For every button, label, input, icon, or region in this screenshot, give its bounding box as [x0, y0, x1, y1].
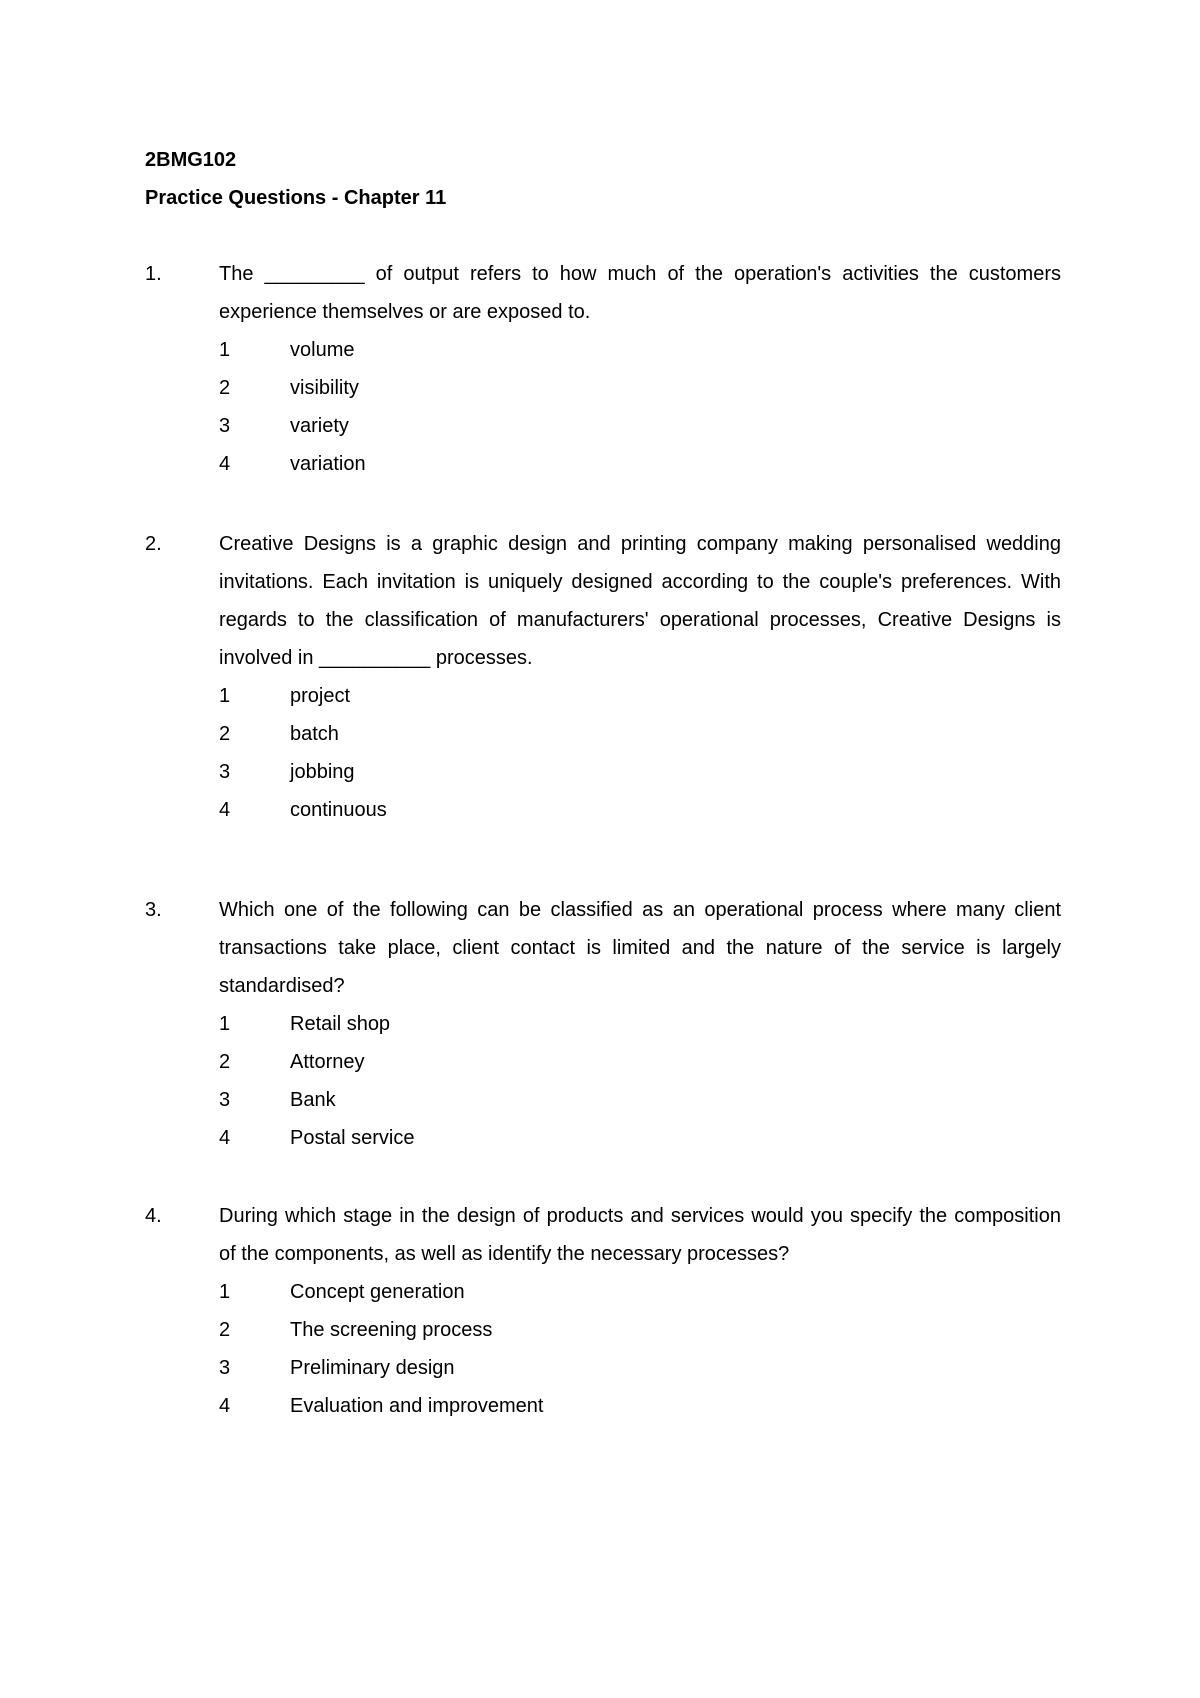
answer-options	[219, 1273, 919, 1425]
option-label: visibility	[290, 377, 359, 399]
option-label: volume	[290, 339, 355, 361]
question-text: The _________ of output refers to how much of the operation's activities the customers experience themselves or are exposed to.	[219, 263, 1061, 323]
option-number: 3	[219, 761, 231, 783]
option-number: 4	[219, 799, 231, 821]
option-label: Retail shop	[290, 1013, 391, 1035]
question-text: Which one of the following can be classified as an operational process where many client transactions take place, client contact is limited and the nature of the service is largely standardised?	[219, 899, 1061, 997]
option-number: 2	[219, 1319, 231, 1341]
option-number: 1	[219, 1281, 231, 1303]
option-number: 2	[219, 723, 231, 745]
option-label: The screening process	[290, 1319, 493, 1341]
option-label: Concept generation	[290, 1281, 465, 1303]
option-number: 3	[219, 1089, 231, 1111]
question-text: Creative Designs is a graphic design and printing company making personalised wedding invitations. Each invitation is uniquely designed according to the couple's preferences. With regards to the classification of manufacturers' operational processes, Creative Designs is involved in __________ processes.	[219, 533, 1061, 669]
answer-options	[219, 677, 919, 829]
question-number: 2.	[145, 533, 162, 555]
option-label: variation	[290, 453, 366, 475]
option-label: Attorney	[290, 1051, 365, 1073]
answer-option	[219, 1119, 919, 1157]
option-number: 4	[219, 453, 231, 475]
answer-option	[219, 1273, 919, 1311]
option-label: project	[290, 685, 351, 707]
question-number: 1.	[145, 263, 162, 285]
option-label: variety	[290, 415, 349, 437]
option-number: 3	[219, 1357, 231, 1379]
answer-option	[219, 677, 919, 715]
option-number: 4	[219, 1395, 231, 1417]
option-number: 1	[219, 339, 231, 361]
answer-option	[219, 369, 919, 407]
answer-option	[219, 1349, 919, 1387]
question-text: During which stage in the design of products and services would you specify the composition of the components, as well as identify the necessary processes?	[219, 1205, 1061, 1265]
question-number: 4.	[145, 1205, 162, 1227]
option-label: continuous	[290, 799, 387, 821]
answer-option	[219, 331, 919, 369]
answer-options	[219, 331, 919, 483]
option-number: 1	[219, 685, 231, 707]
answer-option	[219, 445, 919, 483]
answer-option	[219, 1005, 919, 1043]
question-number: 3.	[145, 899, 162, 921]
answer-option	[219, 1311, 919, 1349]
answer-option	[219, 715, 919, 753]
answer-options	[219, 1005, 919, 1157]
option-number: 1	[219, 1013, 231, 1035]
option-label: Preliminary design	[290, 1357, 455, 1379]
answer-option	[219, 1081, 919, 1119]
answer-option	[219, 753, 919, 791]
option-label: jobbing	[290, 761, 355, 783]
answer-option	[219, 791, 919, 829]
answer-option	[219, 1043, 919, 1081]
option-number: 2	[219, 377, 231, 399]
option-number: 4	[219, 1127, 231, 1149]
option-number: 2	[219, 1051, 231, 1073]
answer-option	[219, 407, 919, 445]
course-code: 2BMG102	[145, 149, 237, 171]
option-label: Evaluation and improvement	[290, 1395, 544, 1417]
option-number: 3	[219, 415, 231, 437]
option-label: Bank	[290, 1089, 336, 1111]
page-title: Practice Questions - Chapter 11	[145, 187, 447, 209]
option-label: batch	[290, 723, 339, 745]
answer-option	[219, 1387, 919, 1425]
option-label: Postal service	[290, 1127, 415, 1149]
